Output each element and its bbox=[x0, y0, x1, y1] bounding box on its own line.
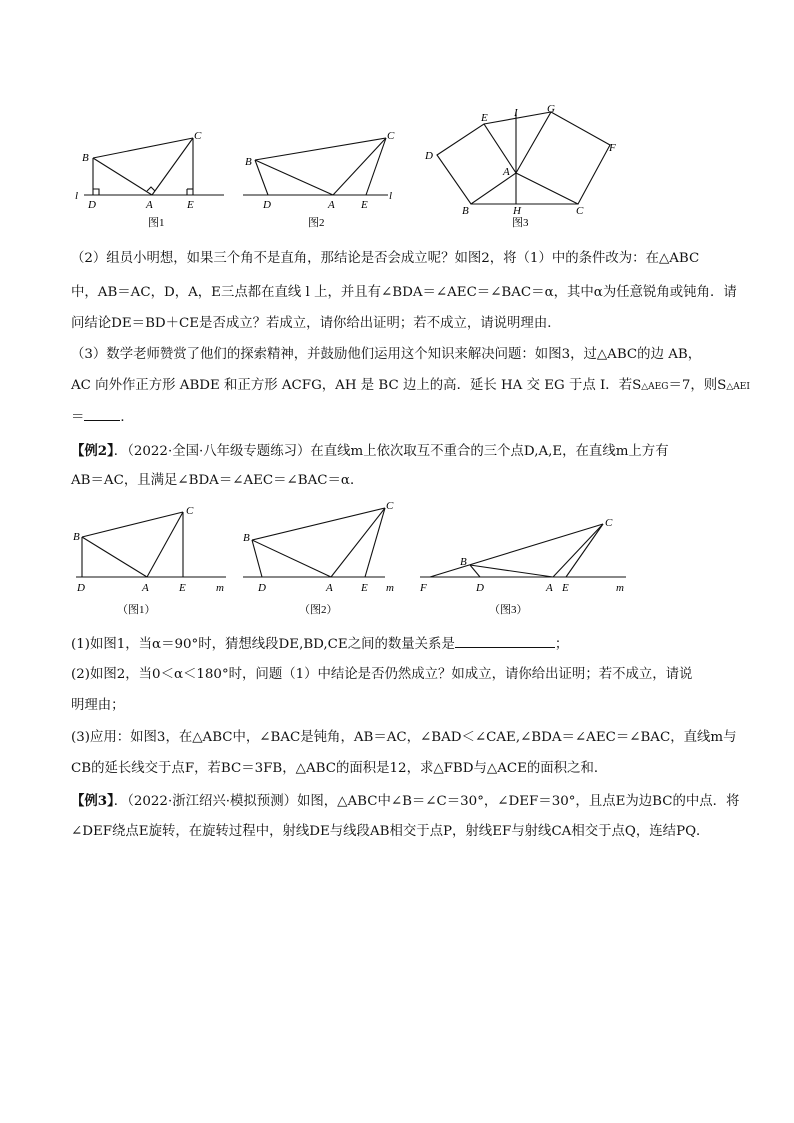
ex2-fig3-caption: （图3） bbox=[489, 604, 528, 616]
fig2-label-b: B bbox=[245, 156, 252, 168]
example3-line2: ∠DEF绕点E旋转，在旋转过程中，射线DE与线段AB相交于点P，射线EF与射线CA相交于点Q，连结PQ． bbox=[71, 824, 710, 839]
fig2-label-a: A bbox=[328, 199, 335, 211]
ex2-fig1-caption: （图1） bbox=[117, 604, 156, 616]
fig2-label-c: C bbox=[387, 130, 395, 142]
ex2-fig3-label-m: m bbox=[616, 582, 624, 594]
fig2-caption: 图2 bbox=[308, 217, 325, 229]
ex2-fig2-label-a: A bbox=[326, 582, 333, 594]
part3-line3 bbox=[71, 407, 731, 428]
fig1-geometry bbox=[84, 138, 224, 195]
ex2-fig2-label-d: D bbox=[258, 582, 266, 594]
ex2-fig1-label-b: B bbox=[73, 531, 80, 543]
fig1-caption: 图1 bbox=[148, 217, 165, 229]
ex2-fig3-label-e: E bbox=[562, 582, 569, 594]
ex2-fig2-label-c: C bbox=[386, 500, 394, 512]
fig1-label-b: B bbox=[82, 152, 89, 164]
fig3-label-a: A bbox=[503, 166, 510, 178]
example2-source: ．（2022·全国·八年级专题练习）在直线m上依次取互不重合的三个点D,A,E，在直线m上方有 bbox=[113, 444, 669, 459]
example2-figures bbox=[0, 495, 794, 625]
example2-q3b: CB的延长线交于点F，若BC＝3FB，△ABC的面积是12，求△FBD与△ACE的面积之和． bbox=[71, 761, 608, 776]
example2-q1-text: (1)如图1，当α＝90°时，猜想线段DE,BD,CE之间的数量关系是 bbox=[71, 637, 455, 652]
fig3-label-b: B bbox=[462, 205, 469, 217]
fig1-label-d: D bbox=[88, 199, 96, 211]
example3-line1 bbox=[71, 791, 740, 812]
fig2-label-l: l bbox=[389, 190, 393, 202]
ex2-fig2-label-m: m bbox=[386, 582, 394, 594]
fig1-label-a: A bbox=[146, 199, 153, 211]
part3-line1: （3）数学老师赞赏了他们的探索精神，并鼓励他们运用这个知识来解决问题：如图3，过△ABC的边 AB， bbox=[71, 347, 702, 362]
fig3-geometry bbox=[437, 112, 610, 204]
fig1-label-l: l bbox=[75, 190, 79, 202]
part2-line1: （2）组员小明想，如果三个角不是直角，那结论是否会成立呢？如图2，将（1）中的条件改为：在△ABC bbox=[71, 251, 700, 266]
ex2-fig1-label-m: m bbox=[216, 582, 224, 594]
ex2-fig1-label-d: D bbox=[77, 582, 85, 594]
fig3-label-d: D bbox=[425, 150, 433, 162]
part3-end: ． bbox=[120, 410, 134, 425]
ex2-fig1-label-e: E bbox=[179, 582, 186, 594]
example2-q1-blank[interactable] bbox=[455, 634, 555, 648]
part3-line2-text: AC 向外作正方形 ABDE 和正方形 ACFG，AH 是 BC 边上的高．延长 HA 交 EG 于点 I．若S bbox=[71, 378, 642, 393]
fig3-label-c: C bbox=[576, 205, 584, 217]
example2-q1 bbox=[71, 634, 731, 655]
fig3-label-g: G bbox=[547, 103, 555, 115]
example3-heading: 【例3】 bbox=[71, 793, 114, 809]
fig1-label-c: C bbox=[194, 130, 202, 142]
example2-q1-end: ； bbox=[554, 637, 569, 652]
fig2-label-d: D bbox=[263, 199, 271, 211]
ex2-fig1-label-a: A bbox=[142, 582, 149, 594]
example2-q3a: (3)应用：如图3，在△ABC中，∠BAC是钝角，AB＝AC，∠BAD＜∠CAE,∠BDA＝∠AEC＝∠BAC，直线m与 bbox=[71, 730, 737, 745]
part3-answer-blank[interactable] bbox=[84, 407, 120, 421]
ex2-fig2-caption: （图2） bbox=[299, 604, 338, 616]
ex2-fig3-label-c: C bbox=[605, 517, 613, 529]
part2-line2: 中，AB＝AC，D，A，E三点都在直线 l 上，并且有∠BDA＝∠AEC＝∠BAC＝α，其中α为任意锐角或钝角．请 bbox=[71, 285, 737, 300]
part3-sub-aeg: △AEG bbox=[641, 382, 669, 392]
ex2-fig3-label-f: F bbox=[420, 582, 427, 594]
fig1-label-e: E bbox=[187, 199, 194, 211]
part3-line2 bbox=[71, 376, 750, 397]
ex2-fig3-label-d: D bbox=[476, 582, 484, 594]
fig2-label-e: E bbox=[361, 199, 368, 211]
fig3-label-e: E bbox=[481, 112, 488, 124]
example2-heading: 【例2】 bbox=[71, 443, 114, 459]
example3-text: ．（2022·浙江绍兴·模拟预测）如图，△ABC中∠B＝∠C＝30°，∠DEF＝30°，且点E为边BC的中点．将 bbox=[113, 794, 740, 809]
part3-sub-aei: △AEI bbox=[726, 382, 750, 392]
fig3-label-i: I bbox=[514, 107, 518, 119]
part2-line3: 问结论DE＝BD＋CE是否成立？若成立，请你给出证明；若不成立，请说明理由． bbox=[71, 316, 561, 331]
ex2-fig2-label-e: E bbox=[361, 582, 368, 594]
example2-line1 bbox=[71, 441, 731, 462]
ex2-fig2-label-b: B bbox=[243, 532, 250, 544]
example2-q2a: (2)如图2，当0＜α＜180°时，问题（1）中结论是否仍然成立？如成立，请你给出证明；若不成立，请说 bbox=[71, 667, 693, 682]
part3-line2-text-b: ＝7，则S bbox=[668, 378, 727, 393]
fig3-caption: 图3 bbox=[512, 217, 529, 229]
fig3-label-h: H bbox=[513, 205, 521, 217]
ex2-fig3-label-a: A bbox=[546, 582, 553, 594]
example2-q2b: 明理由； bbox=[71, 698, 125, 713]
example2-line2: AB＝AC，且满足∠BDA＝∠AEC＝∠BAC＝α． bbox=[71, 473, 364, 488]
fig2-geometry bbox=[243, 138, 388, 195]
ex2-fig1-label-c: C bbox=[186, 505, 194, 517]
part3-eq: ＝ bbox=[71, 410, 85, 425]
ex2-fig3-label-b: B bbox=[460, 556, 467, 568]
fig3-label-f: F bbox=[609, 142, 616, 154]
top-figures bbox=[0, 0, 794, 240]
